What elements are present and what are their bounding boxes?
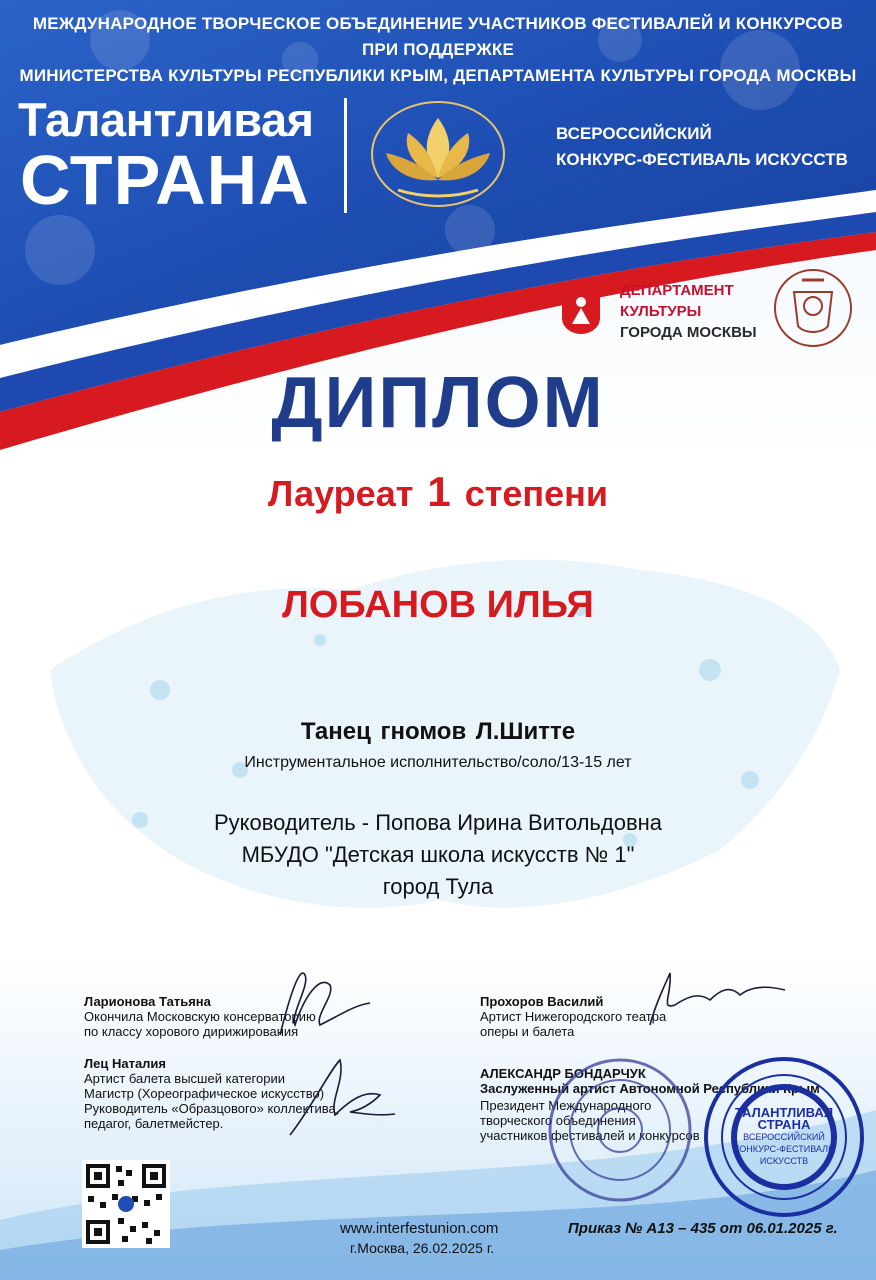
- signature-1-icon: [260, 955, 380, 1050]
- school: МБУДО "Детская школа искусств № 1": [241, 842, 635, 867]
- organizer-line-2: ПРИ ПОДДЕРЖКЕ: [361, 40, 515, 59]
- order-number: Приказ № А13 – 435 от 06.01.2025 г.: [568, 1220, 838, 1237]
- laureate-word: Лауреат: [267, 473, 414, 514]
- laureate-degree: 1: [427, 468, 451, 515]
- lotus-emblem-icon: [368, 98, 508, 210]
- city: город Тула: [382, 874, 494, 899]
- department-line3: ГОРОДА МОСКВЫ: [620, 324, 757, 341]
- stamp-line3: ВСЕРОССИЙСКИЙ: [743, 1132, 825, 1142]
- festival-stamp: [702, 1055, 866, 1219]
- laureate-line: [0, 468, 876, 516]
- jury-3-desc-2: оперы и балета: [480, 1024, 575, 1039]
- jury-1-name: Ларионова Татьяна: [84, 994, 211, 1009]
- brand-title-line2: СТРАНА: [20, 141, 310, 219]
- signature-2-icon: [280, 1040, 400, 1140]
- jury-2-desc-3: Руководитель «Образцового» коллектива,: [84, 1101, 340, 1116]
- department-line2: КУЛЬТУРЫ: [620, 303, 702, 320]
- diploma-title: ДИПЛОМ: [271, 363, 605, 443]
- jury-2-desc-4: педагог, балетмейстер.: [84, 1116, 224, 1131]
- jury-2-desc-2: Магистр (Хореографическое искусство): [84, 1086, 325, 1101]
- jury-2-desc-1: Артист балета высшей категории: [84, 1071, 285, 1086]
- participant-name: ЛОБАНОВ ИЛЬЯ: [282, 584, 594, 626]
- organization-seal-icon: [545, 1055, 695, 1205]
- department-line1: ДЕПАРТАМЕНТ: [620, 282, 734, 299]
- organizer-line-1: МЕЖДУНАРОДНОЕ ТВОРЧЕСКОЕ ОБЪЕДИНЕНИЕ УЧАСТНИКОВ ФЕСТИВАЛЕЙ И КОНКУРСОВ: [32, 14, 844, 33]
- jury-3-desc-1: Артист Нижегородского театра: [480, 1009, 667, 1024]
- jury-4-desc-1: Заслуженный артист Автономной Республики Крым: [480, 1081, 820, 1096]
- qr-code-icon[interactable]: [82, 1160, 170, 1248]
- festival-type-line2: КОНКУРС-ФЕСТИВАЛЬ ИСКУССТВ: [556, 150, 848, 169]
- jury-4-desc-3: творческого объединения: [480, 1113, 636, 1128]
- teacher: Руководитель - Попова Ирина Витольдовна: [213, 810, 663, 835]
- jury-4-desc-4: участников фестивалей и конкурсов: [480, 1128, 700, 1143]
- signature-3-icon: [630, 965, 800, 1035]
- stamp-line5: ИСКУССТВ: [759, 1156, 809, 1166]
- nomination: Инструментальное исполнительство/соло/13-15 лет: [244, 754, 632, 771]
- stamp-line4: КОНКУРС-ФЕСТИВАЛЬ: [734, 1144, 834, 1154]
- brand-divider: [344, 98, 347, 213]
- festival-type-line1: ВСЕРОССИЙСКИЙ: [556, 124, 712, 143]
- crimea-culture-emblem-icon: [772, 262, 854, 354]
- stamp-line1: ТАЛАНТЛИВАЯ: [734, 1105, 834, 1120]
- jury-1-desc-1: Окончила Московскую консерваторию: [84, 1009, 316, 1024]
- jury-1-desc-2: по классу хорового дирижирования: [84, 1024, 299, 1039]
- jury-4-name: АЛЕКСАНДР БОНДАРЧУК: [480, 1066, 646, 1081]
- place-and-date: г.Москва, 26.02.2025 г.: [350, 1240, 495, 1256]
- jury-3-name: Прохоров Василий: [480, 994, 604, 1009]
- website-link[interactable]: www.interfestunion.com: [340, 1220, 499, 1237]
- moscow-coat-of-arms-icon: [560, 284, 602, 336]
- degree-word: степени: [464, 473, 609, 514]
- brand-title-line1: Талантливая: [18, 93, 314, 146]
- stamp-line2: СТРАНА: [757, 1117, 811, 1132]
- jury-2-name: Лец Наталия: [84, 1056, 167, 1071]
- performed-work: Танец гномов Л.Шитте: [300, 718, 576, 745]
- jury-4-desc-2: Президент Международного: [480, 1098, 652, 1113]
- organizer-line-3: МИНИСТЕРСТВА КУЛЬТУРЫ РЕСПУБЛИКИ КРЫМ, ДЕПАРТАМЕНТА КУЛЬТУРЫ ГОРОДА МОСКВЫ: [19, 66, 857, 85]
